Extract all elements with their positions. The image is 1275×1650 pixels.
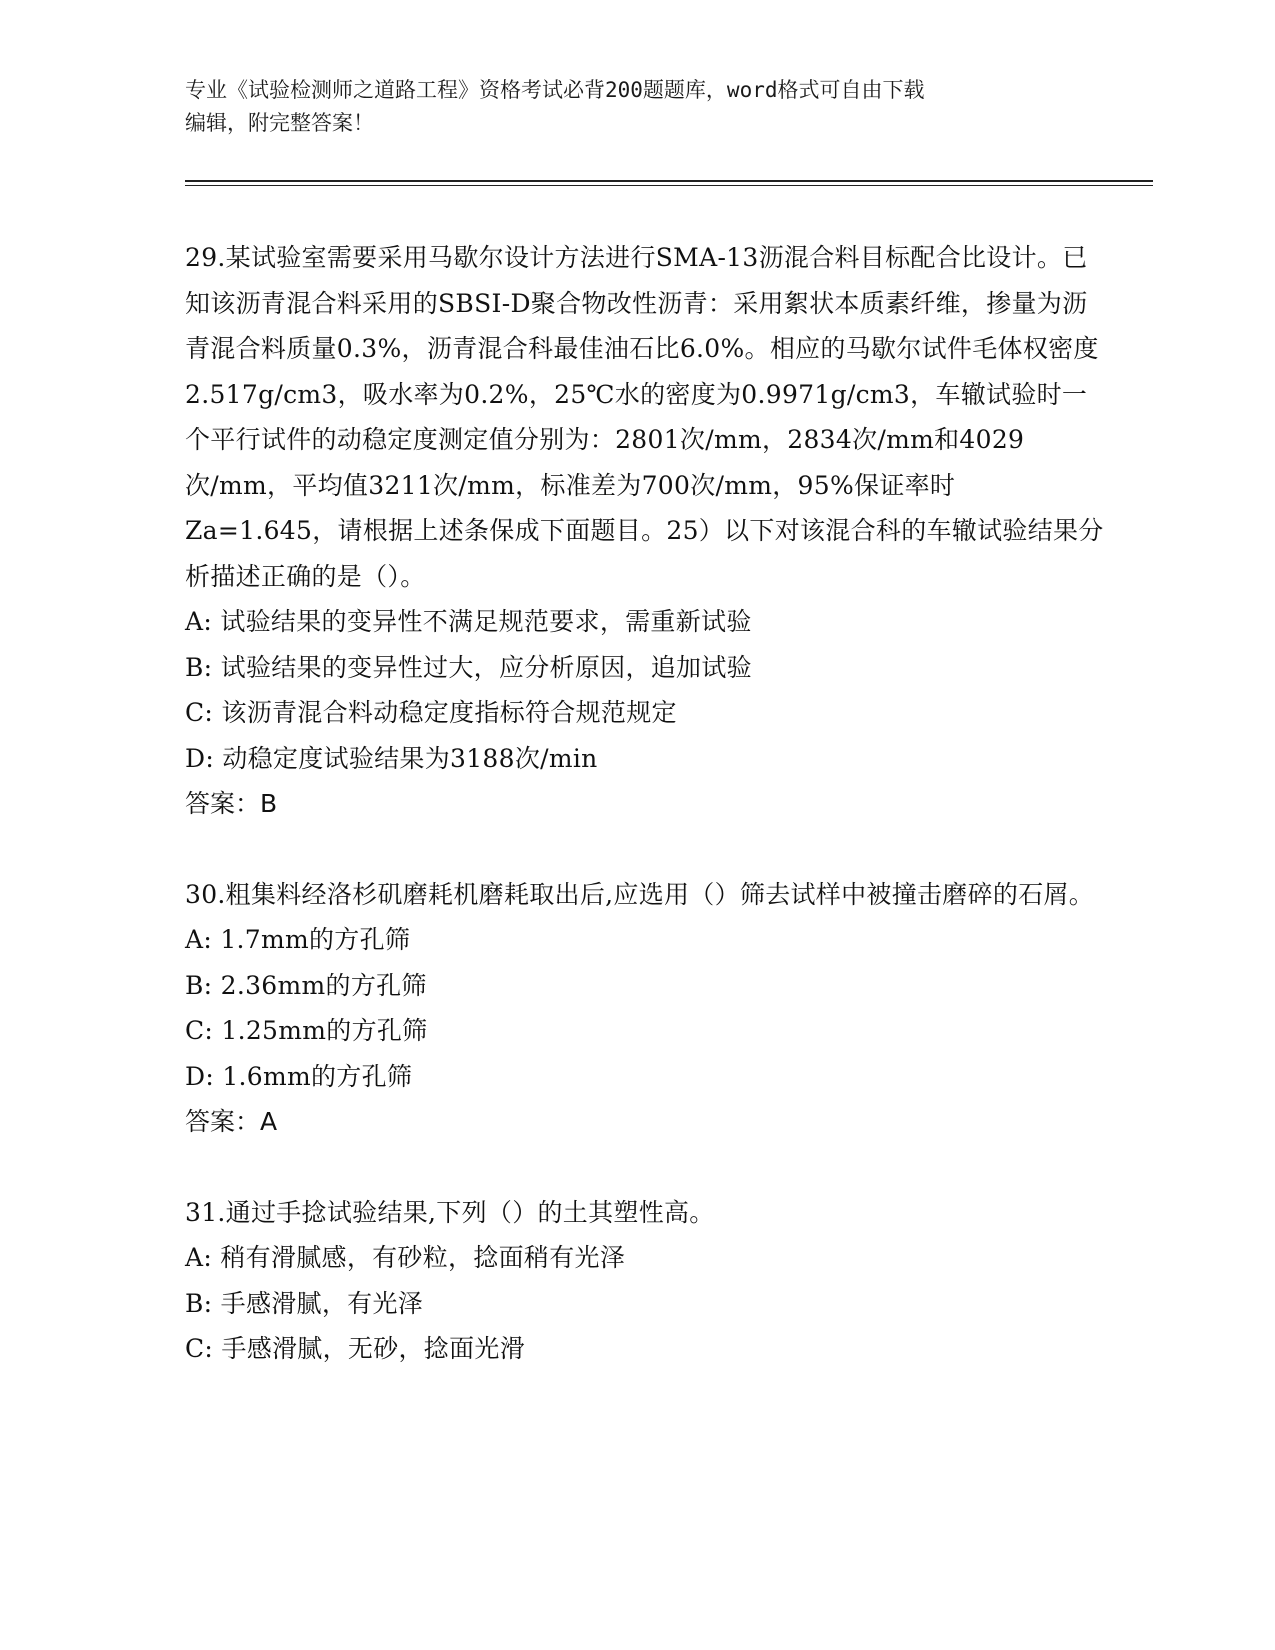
option-a: A: 稍有滑腻感，有砂粒，捻面稍有光泽: [185, 1243, 626, 1272]
question-29: [185, 235, 1105, 827]
question-text: 31.通过手捻试验结果,下列（）的土其塑性高。: [185, 1197, 715, 1227]
option-c: C: 1.25mm的方孔筛: [185, 1016, 428, 1045]
question-30: [185, 872, 1105, 1145]
option-a: A: 试验结果的变异性不满足规范要求，需重新试验: [185, 607, 752, 636]
question-text: 29.某试验室需要采用马歇尔设计方法进行SMA-13沥混合料目标配合比设计。已知该沥青混合料采用的SBSI-D聚合物改性沥青：采用絮状本质素纤维，掺量为沥青混合料质量0.3%，沥青混合科最佳油石比6.0%。相应的马歇尔试件毛体权密度2.517g/cm3，吸水率为0.2%，25℃水的密度为0.9971g/cm3，车辙试验时一个平行试件的动稳定度测定值分别为：2801次/mm，2834次/mm和4029次/mm，平均值3211次/mm，标准差为700次/mm，95%保证率时Za=1.645，请根据上述条保成下面题目。25）以下对该混合科的车辙试验结果分析描述正确的是（）。: [185, 243, 1104, 591]
option-c: C: 该沥青混合料动稳定度指标符合规范规定: [185, 698, 677, 727]
question-list: [185, 235, 1105, 1372]
option-c: C: 手感滑腻，无砂，捻面光滑: [185, 1334, 525, 1363]
answer: 答案：B: [185, 789, 278, 818]
header-line-2: 编辑，附完整答案！: [185, 111, 374, 135]
option-b: B: 手感滑腻，有光泽: [185, 1288, 424, 1318]
header-divider-thick: [185, 180, 1153, 182]
page-header: [185, 74, 1085, 140]
question-31: [185, 1190, 1105, 1372]
header-divider-thin: [185, 185, 1153, 186]
option-d: D: 1.6mm的方孔筛: [185, 1061, 413, 1091]
option-d: D: 动稳定度试验结果为3188次/min: [185, 743, 598, 773]
option-b: B: 试验结果的变异性过大，应分析原因，追加试验: [185, 652, 752, 682]
question-text: 30.粗集料经洛杉矶磨耗机磨耗取出后,应选用（）筛去试样中被撞击磨碎的石屑。: [185, 879, 1095, 909]
option-b: B: 2.36mm的方孔筛: [185, 970, 427, 1000]
header-line-1: 专业《试验检测师之道路工程》资格考试必背200题题库，word格式可自由下载: [185, 78, 925, 102]
option-a: A: 1.7mm的方孔筛: [185, 925, 411, 954]
answer: 答案：A: [185, 1107, 278, 1136]
